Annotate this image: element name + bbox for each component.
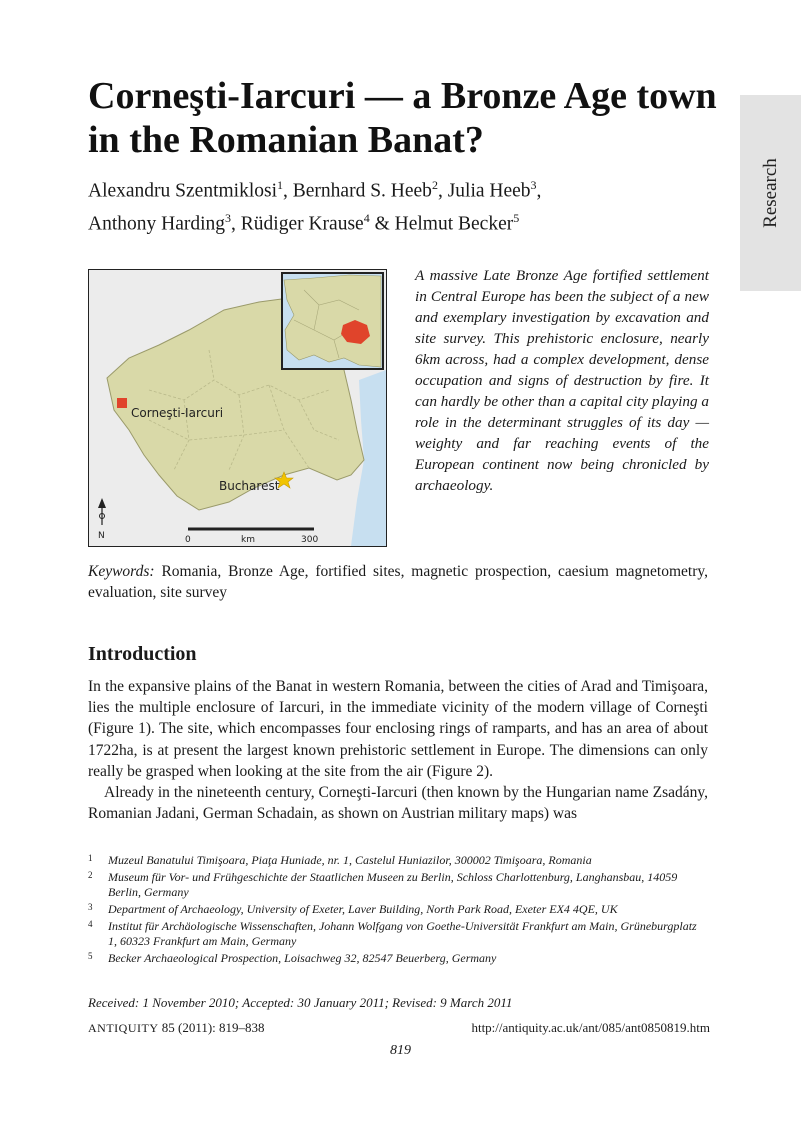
page-number: 819 — [390, 1043, 411, 1058]
author-name: Anthony Harding — [88, 213, 226, 234]
author-name: Alexandru Szentmiklosi — [88, 180, 278, 202]
paragraph: Already in the nineteenth century, Corneşti-Iarcuri (then known by the Hungarian name Zsadány, Romanian Jadani, German Schadain, as shown on Austrian military maps) was — [88, 784, 708, 823]
introduction-text — [88, 676, 708, 824]
site-marker — [117, 398, 127, 408]
author-affiliation-mark: 1 — [277, 178, 284, 192]
research-side-tab — [740, 95, 801, 291]
footnote — [88, 919, 708, 949]
journal-name: ANTIQUITY — [88, 1021, 159, 1035]
author-separator: , — [536, 180, 542, 202]
footnote-number: 4 — [88, 919, 93, 929]
footnote-number: 1 — [88, 853, 93, 863]
scale-end: 300 — [301, 535, 319, 545]
keywords-list: Romania, Bronze Age, fortified sites, magnetic prospection, caesium magnetometry, evaluation, site survey — [88, 563, 708, 601]
footnote-text: Department of Archaeology, University of Exeter, Laver Building, North Park Road, Exeter EX4 4QE, UK — [108, 902, 618, 916]
inset-europe-land — [284, 275, 381, 367]
author-affiliation-mark: 3 — [530, 178, 537, 192]
footnote-text: Muzeul Banatului Timişoara, Piaţa Huniade, nr. 1, Castelul Huniazilor, 300002 Timişoara, Romania — [108, 853, 592, 867]
author-affiliation-mark: 4 — [363, 210, 370, 225]
author-separator: , — [231, 213, 241, 234]
abstract: A massive Late Bronze Age fortified settlement in Central Europe has been the subject of a new and exemplary investigation by excavation and site survey. This prehistoric enclosure, nearly 6km across, had a complex development, dense occupation and signs of destruction by fire. It can hardly be other than a capital city playing a role in the determinant struggles of its day — weighty and far reaching events of the European continent now being chronicled by archaeology. — [415, 267, 709, 494]
author-name: Julia Heeb — [447, 180, 531, 202]
keywords — [88, 561, 708, 603]
article-title: Corneşti-Iarcuri — a Bronze Age town in the Romanian Banat? — [88, 75, 717, 161]
paragraph: In the expansive plains of the Banat in western Romania, between the cities of Arad and Timişoara, lies the multiple enclosure of Iarcuri, in the immediate vicinity of the modern village of Corneşti (Figure 1). The site, which encompasses four enclosing rings of ramparts, and has an area of about 1722ha, is at present the largest known prehistoric settlement in Europe. The dimensions can only really be grasped when looking at the site from the air (Figure 2). — [88, 678, 708, 780]
author-affiliation-mark: 2 — [431, 178, 438, 192]
capital-label: Bucharest — [219, 479, 280, 493]
author-name: Bernhard S. Heeb — [292, 180, 432, 202]
location-map-figure — [88, 269, 387, 547]
author-list — [88, 172, 728, 237]
keywords-label: Keywords: — [88, 563, 155, 580]
author-separator: , — [437, 180, 448, 202]
footnote-text: Becker Archaeological Prospection, Loisachweg 32, 82547 Beuerberg, Germany — [108, 951, 497, 965]
footnote — [88, 951, 708, 966]
side-tab-label: Research — [759, 158, 781, 228]
author-affiliation-mark: 5 — [513, 210, 520, 225]
article-url[interactable]: http://antiquity.ac.uk/ant/085/ant0850819.htm — [471, 1020, 710, 1035]
received-dates: Received: 1 November 2010; Accepted: 30 January 2011; Revised: 9 March 2011 — [88, 995, 513, 1010]
author-affiliation-mark: 3 — [225, 210, 232, 225]
author-name: Helmut Becker — [394, 213, 514, 234]
scale-start: 0 — [185, 535, 191, 545]
footnote — [88, 870, 708, 900]
journal-reference — [88, 1020, 265, 1036]
footnote — [88, 902, 708, 917]
site-label: Corneşti-Iarcuri — [131, 406, 224, 420]
author-name: Rüdiger Krause — [240, 213, 364, 234]
author-separator: & — [369, 213, 395, 234]
north-label: N — [98, 531, 105, 541]
footnote-number: 3 — [88, 902, 93, 912]
journal-volume-pages: 85 (2011): 819–838 — [158, 1020, 265, 1035]
footnotes — [88, 853, 708, 968]
scale-unit: km — [241, 535, 255, 545]
footnote-text: Museum für Vor- und Frühgeschichte der Staatlichen Museen zu Berlin, Schloss Charlottenburg, Langhansbau, 14059 Berlin, Germany — [108, 870, 678, 899]
section-heading: Introduction — [88, 643, 197, 665]
footnote — [88, 853, 708, 868]
footnote-number: 2 — [88, 870, 93, 880]
footnote-text: Institut für Archäologische Wissenschaften, Johann Wolfgang von Goethe-Universität Frankfurt am Main, Grüneburgplatz 1, 60323 Frankfurt am Main, Germany — [108, 919, 697, 948]
footnote-number: 5 — [88, 951, 93, 961]
author-separator: , — [283, 180, 293, 202]
